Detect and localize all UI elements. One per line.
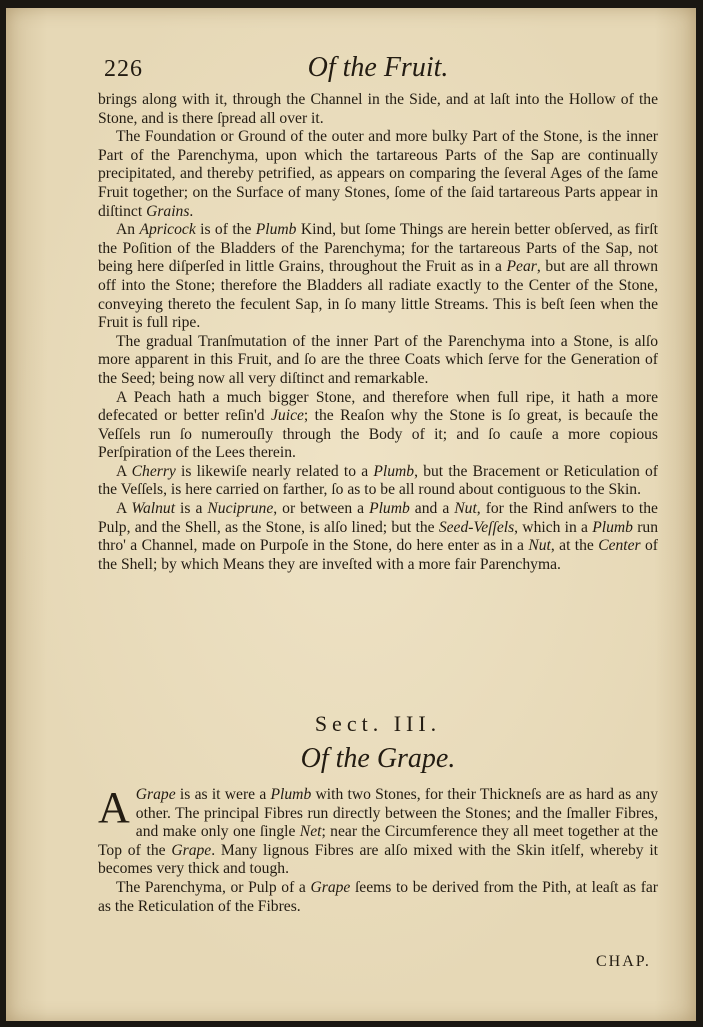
running-head: Of the Fruit.	[307, 52, 449, 83]
paragraph: A Walnut is a Nuciprune, or between a Plumb and a Nut, for the Rind anſwers to the Pulp, and the Shell, as the Stone, is alſo lined; but the Seed-Veſſels, which in a Plumb run thro' a Channel, made on Purpoſe in the Stone, do here enter as in a Nut, at the Center of the Shell; by which Means they are inveſted with a more fair Parenchyma.	[98, 500, 658, 573]
paragraph: An Apricock is of the Plumb Kind, but ſome Things are herein better obſerved, as firſt the Poſition of the Bladders of the Parenchyma; for the tartareous Parts of the Sap, not being here diſperſed in little Grains, throughout the Fruit as in a Pear, but are all thrown off into the Stone; therefore the Bladders all radiate exactly to the Center of the Stone, conveying thereto the feculent Sap, in ſo many little Streams. This is beſt ſeen when the Fruit is full ripe.	[98, 221, 658, 332]
paragraph: The Parenchyma, or Pulp of a Grape ſeems to be derived from the Pith, at leaſt as far as the Reticulation of the Fibres.	[98, 878, 658, 915]
paragraph: A Cherry is likewiſe nearly related to a Plumb, but the Bracement or Reticulation of the Veſſels, is here carried on farther, ſo as to be all round about contiguous to the Skin.	[98, 462, 658, 499]
section-subtitle: Of the Grape.	[300, 743, 456, 774]
book-page	[6, 8, 696, 1021]
section-title: Sect. III.	[314, 711, 442, 736]
catchword: CHAP.	[596, 953, 651, 970]
page-number: 226	[104, 56, 143, 82]
paragraph: The gradual Tranſmutation of the inner Part of the Parenchyma into a Stone, is alſo more apparent in this Fruit, and ſo are the three Coats which ſerve for the Generation of the Seed; being now all very diſtinct and remarkable.	[98, 332, 658, 387]
paragraph: The Foundation or Ground of the outer and more bulky Part of the Stone, is the inner Part of the Parenchyma, upon which the tartareous Parts of the Sap are continually precipitated, and thereby petrified, as appears on comparing the ſeveral Ages of the ſame Fruit together; on the Surface of many Stones, ſome of the ſaid tartareous Parts appear in diſtinct Grains.	[98, 128, 658, 220]
page-header	[98, 52, 658, 92]
paragraph: brings along with it, through the Channel in the Side, and at laſt into the Hollow of the Stone, and is there ſpread all over it.	[98, 91, 658, 127]
body-text	[98, 91, 658, 574]
drop-cap: A	[98, 783, 130, 832]
paragraph: A Grape is as it were a Plumb with two Stones, for their Thickneſs are as hard as any other. The principal Fibres run directly between the Stones; and the ſmaller Fibres, and make only one ſingle Net; near the Circumference they all meet together at the Top of the Grape. Many lignous Fibres are alſo mixed with the Skin itſelf, whereby it becomes very thick and tough.	[98, 783, 658, 878]
section-body-text	[98, 783, 658, 916]
paragraph: A Peach hath a much bigger Stone, and therefore when full ripe, it hath a more defecated or better reſin'd Juice; the Reaſon why the Stone is ſo great, is becauſe the Veſſels run ſo numerouſly through the Body of it; and ſo cauſe a more copious Perſpiration of the Lees therein.	[98, 388, 658, 462]
